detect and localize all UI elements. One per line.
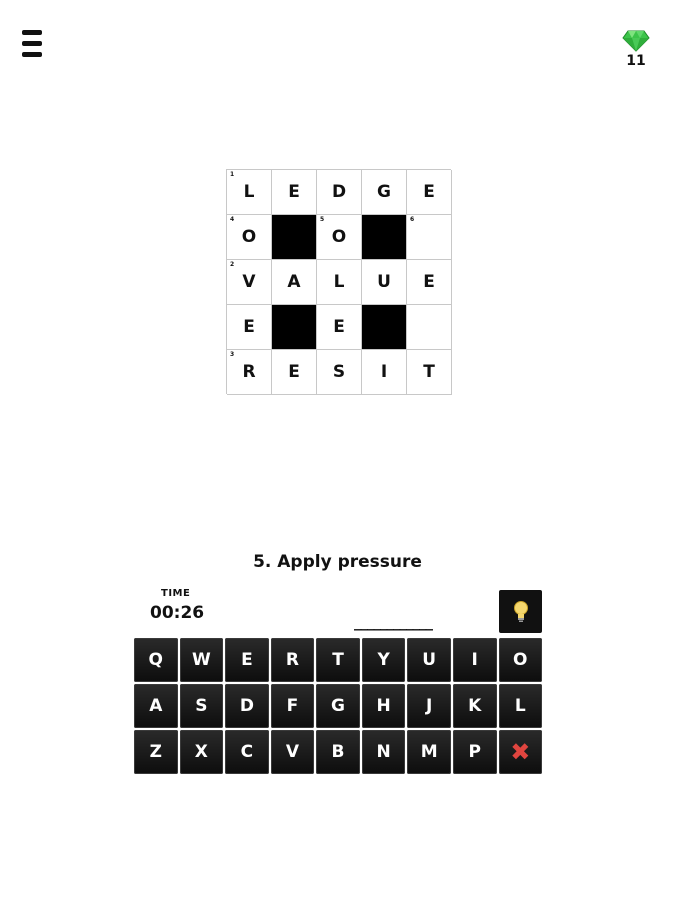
cell-letter: T (423, 362, 435, 382)
grid-cell[interactable] (317, 170, 362, 215)
grid-cell-blocked (272, 215, 317, 260)
key-x[interactable]: X (180, 730, 224, 774)
grid-cell[interactable] (227, 170, 272, 215)
key-w[interactable]: W (180, 638, 224, 682)
key-p[interactable]: P (453, 730, 497, 774)
grid-cell[interactable] (227, 215, 272, 260)
cell-letter: S (332, 362, 346, 382)
cell-letter: A (287, 272, 301, 292)
key-h[interactable]: H (362, 684, 406, 728)
grid-cell[interactable] (362, 260, 407, 305)
cell-letter: E (243, 317, 255, 337)
key-l[interactable]: L (499, 684, 543, 728)
cell-letter: R (242, 362, 256, 382)
cell-letter: E (423, 272, 435, 292)
cell-letter: D (331, 182, 347, 202)
grid-cell[interactable] (407, 260, 452, 305)
grid-cell[interactable] (227, 260, 272, 305)
clue-text: 5. Apply pressure (253, 552, 422, 572)
cell-letter: L (333, 272, 345, 292)
key-j[interactable]: J (407, 684, 451, 728)
answer-blanks: ____________ (354, 613, 432, 631)
grid-cell[interactable] (407, 215, 452, 260)
grid-cell[interactable] (317, 260, 362, 305)
cell-letter: V (242, 272, 256, 292)
clue-number: 4 (230, 216, 235, 223)
letter-keyboard (134, 638, 542, 776)
key-i[interactable]: I (453, 638, 497, 682)
grid-cell[interactable] (317, 305, 362, 350)
grid-cell[interactable] (272, 350, 317, 395)
clue-number: 2 (230, 261, 235, 268)
hint-button[interactable] (499, 590, 542, 633)
cell-letter: I (380, 362, 388, 382)
cell-letter: O (331, 227, 347, 247)
key-e[interactable]: E (225, 638, 269, 682)
green-gem-icon (622, 30, 650, 52)
key-v[interactable]: V (271, 730, 315, 774)
cell-letter: E (288, 182, 300, 202)
timer-label: TIME (161, 588, 191, 599)
cell-letter: G (377, 182, 391, 202)
grid-cell-blocked (362, 305, 407, 350)
grid-cell[interactable] (317, 215, 362, 260)
cell-letter: E (288, 362, 300, 382)
key-g[interactable]: G (316, 684, 360, 728)
crossword-grid (226, 169, 451, 394)
grid-cell[interactable] (227, 350, 272, 395)
cell-letter: E (333, 317, 345, 337)
cell-letter: L (243, 182, 255, 202)
grid-cell[interactable] (272, 260, 317, 305)
key-m[interactable]: M (407, 730, 451, 774)
clue-number: 1 (230, 171, 235, 178)
keyboard-row (134, 638, 542, 682)
grid-cell[interactable] (272, 170, 317, 215)
gem-count: 11 (626, 53, 646, 69)
hamburger-icon (22, 30, 42, 35)
keyboard-row (134, 730, 542, 774)
grid-cell[interactable] (362, 350, 407, 395)
keyboard-row (134, 684, 542, 728)
key-c[interactable]: C (225, 730, 269, 774)
clue-number: 5 (320, 216, 325, 223)
key-o[interactable]: O (499, 638, 543, 682)
grid-cell[interactable] (407, 350, 452, 395)
grid-cell[interactable] (317, 350, 362, 395)
key-z[interactable]: Z (134, 730, 178, 774)
key-r[interactable]: R (271, 638, 315, 682)
key-y[interactable]: Y (362, 638, 406, 682)
delete-key[interactable]: ✖ (499, 730, 543, 774)
grid-cell[interactable] (407, 170, 452, 215)
key-f[interactable]: F (271, 684, 315, 728)
key-b[interactable]: B (316, 730, 360, 774)
gem-counter (618, 30, 654, 69)
grid-cell[interactable] (362, 170, 407, 215)
key-d[interactable]: D (225, 684, 269, 728)
grid-cell-blocked (362, 215, 407, 260)
menu-button[interactable] (22, 30, 44, 60)
key-t[interactable]: T (316, 638, 360, 682)
key-s[interactable]: S (180, 684, 224, 728)
key-n[interactable]: N (362, 730, 406, 774)
key-a[interactable]: A (134, 684, 178, 728)
lightbulb-icon (513, 600, 529, 624)
clue-number: 6 (410, 216, 415, 223)
key-u[interactable]: U (407, 638, 451, 682)
grid-cell-blocked (272, 305, 317, 350)
clue-number: 3 (230, 351, 235, 358)
cell-letter: O (241, 227, 257, 247)
grid-cell[interactable] (407, 305, 452, 350)
grid-cell[interactable] (227, 305, 272, 350)
timer-value: 00:26 (150, 603, 205, 623)
cell-letter: U (377, 272, 391, 292)
key-k[interactable]: K (453, 684, 497, 728)
key-q[interactable]: Q (134, 638, 178, 682)
cell-letter: E (423, 182, 435, 202)
